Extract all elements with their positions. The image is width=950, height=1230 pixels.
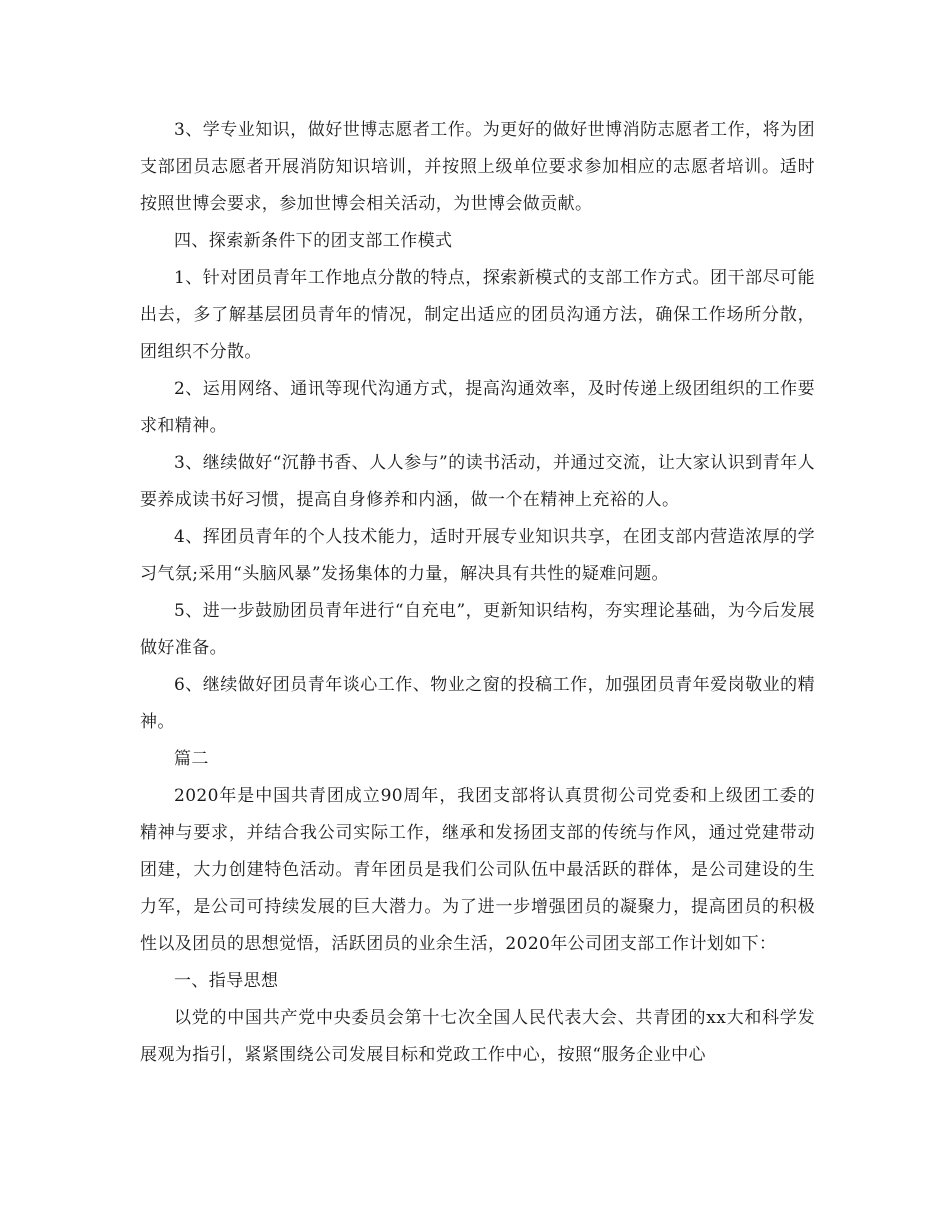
document-body	[140, 112, 815, 1074]
paragraph-item-2: 2、运用网络、通讯等现代沟通方式，提高沟通效率，及时传递上级团组织的工作要求和精神。	[140, 379, 815, 436]
paragraph-guiding-thought: 以党的中国共产党中央委员会第十七次全国人民代表大会、共青团的xx大和科学发展观为指引，紧紧围绕公司发展目标和党政工作中心，按照“服务企业中心	[140, 1008, 815, 1065]
paragraph-intro-2020: 2020年是中国共青团成立90周年，我团支部将认真贯彻公司党委和上级团工委的精神与要求，并结合我公司实际工作，继承和发扬团支部的传统与作风，通过党建带动团建，大力创建特色活动。青年团员是我们公司队伍中最活跃的群体，是公司建设的生力军，是公司可持续发展的巨大潜力。为了进一步增强团员的凝聚力，提高团员的积极性以及团员的思想觉悟，活跃团员的业余生活，2020年公司团支部工作计划如下：	[140, 786, 815, 954]
paragraph-item-4: 4、挥团员青年的个人技术能力，适时开展专业知识共享，在团支部内营造浓厚的学习气氛;采用“头脑风暴”发扬集体的力量，解决具有共性的疑难问题。	[140, 527, 815, 584]
paragraph-item-3: 3、继续做好“沉静书香、人人参与”的读书活动，并通过交流，让大家认识到青年人要养成读书好习惯，提高自身修养和内涵，做一个在精神上充裕的人。	[140, 453, 815, 510]
paragraph-item-1: 1、针对团员青年工作地点分散的特点，探索新模式的支部工作方式。团干部尽可能出去，多了解基层团员青年的情况，制定出适应的团员沟通方法，确保工作场所分散，团组织不分散。	[140, 268, 815, 362]
section-heading-work-mode: 四、探索新条件下的团支部工作模式	[174, 231, 453, 251]
paragraph-item-6: 6、继续做好团员青年谈心工作、物业之窗的投稿工作，加强团员青年爱岗敬业的精神。	[140, 675, 815, 732]
paragraph-volunteer-training: 3、学专业知识，做好世博志愿者工作。为更好的做好世博消防志愿者工作，将为团支部团员志愿者开展消防知识培训，并按照上级单位要求参加相应的志愿者培训。适时按照世博会要求，参加世博会相关活动，为世博会做贡献。	[140, 120, 815, 214]
chapter-heading-part-two: 篇二	[174, 749, 209, 769]
paragraph-item-5: 5、进一步鼓励团员青年进行“自充电”，更新知识结构，夯实理论基础，为今后发展做好准备。	[140, 601, 815, 658]
section-heading-guiding-thought: 一、指导思想	[174, 971, 279, 991]
